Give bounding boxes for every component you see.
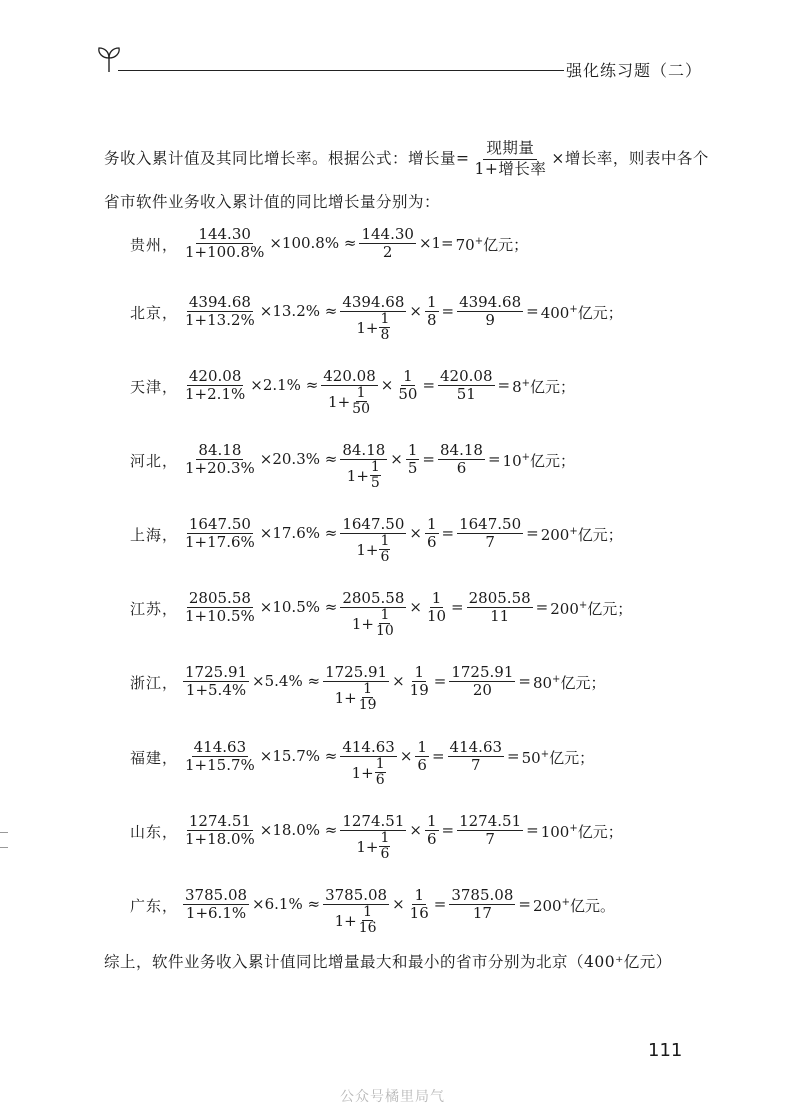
denominator: 20 bbox=[472, 681, 492, 699]
rate-operator: ×15.7% ≈ bbox=[259, 747, 338, 765]
result-value: 50 bbox=[521, 749, 541, 767]
calc-row bbox=[130, 739, 594, 788]
inner-fraction bbox=[370, 460, 381, 491]
inner-fraction bbox=[375, 757, 386, 788]
equals-operator: = bbox=[422, 376, 436, 394]
province-label: 北京， bbox=[130, 304, 179, 322]
fraction bbox=[396, 368, 419, 403]
result bbox=[512, 376, 575, 397]
numerator: 1647.50 bbox=[459, 515, 522, 533]
numerator: 1647.50 bbox=[188, 515, 251, 533]
result-value: 10 bbox=[502, 452, 522, 470]
equals-operator: = bbox=[487, 450, 501, 468]
equals-operator: = bbox=[518, 672, 531, 690]
equals-operator: = bbox=[431, 747, 445, 765]
times-operator: × bbox=[399, 747, 413, 765]
header-rule bbox=[118, 70, 550, 71]
one-plus: 1+ bbox=[351, 764, 374, 782]
one-plus: 1+ bbox=[356, 541, 379, 559]
result bbox=[456, 234, 529, 255]
denominator: 17 bbox=[472, 904, 492, 922]
numerator: 420.08 bbox=[188, 367, 242, 385]
numerator: 144.30 bbox=[198, 225, 251, 243]
equals-operator: = bbox=[441, 302, 455, 320]
unit: 亿元； bbox=[483, 236, 529, 254]
times-operator: × bbox=[392, 895, 405, 913]
denominator bbox=[350, 757, 388, 788]
numerator: 1 bbox=[380, 830, 390, 846]
formula-numerator: 现期量 bbox=[483, 140, 537, 160]
fraction bbox=[340, 739, 397, 788]
times-operator: × bbox=[409, 302, 422, 320]
province-label: 广东， bbox=[130, 897, 179, 915]
header-rule-end bbox=[550, 70, 564, 71]
unit: 亿元； bbox=[560, 674, 606, 692]
result bbox=[541, 524, 623, 545]
fraction bbox=[183, 739, 257, 774]
fraction bbox=[449, 664, 515, 699]
inner-fraction bbox=[358, 682, 378, 713]
result-value: 400 bbox=[540, 304, 570, 322]
province-label: 江苏， bbox=[130, 600, 179, 618]
numerator: 414.63 bbox=[193, 738, 247, 756]
fraction bbox=[438, 442, 485, 477]
numerator: 1725.91 bbox=[451, 663, 514, 681]
numerator: 2805.58 bbox=[188, 589, 251, 607]
fraction bbox=[340, 516, 406, 565]
equals-operator: = bbox=[526, 524, 539, 542]
denominator bbox=[345, 460, 383, 491]
margin-mark bbox=[0, 847, 8, 848]
denominator: 7 bbox=[471, 756, 481, 774]
numerator: 4394.68 bbox=[342, 293, 405, 311]
plus-sup: + bbox=[521, 378, 531, 389]
province-label: 上海， bbox=[130, 526, 179, 544]
rate-operator: ×100.8% ≈ bbox=[269, 234, 357, 252]
fraction bbox=[408, 887, 431, 922]
fraction bbox=[359, 226, 416, 261]
numerator: 1 bbox=[426, 293, 437, 311]
one-plus: 1+ bbox=[328, 393, 351, 411]
numerator: 1647.50 bbox=[342, 515, 405, 533]
unit: 亿元； bbox=[549, 749, 595, 767]
equals-operator: = bbox=[433, 895, 447, 913]
result-value: 100 bbox=[540, 823, 570, 841]
result bbox=[533, 672, 606, 693]
denominator: 2 bbox=[382, 243, 393, 261]
denominator: 6 bbox=[380, 846, 390, 862]
fraction bbox=[415, 739, 429, 774]
equals-operator: = bbox=[451, 598, 464, 616]
plus-sup: + bbox=[569, 526, 578, 537]
denominator: 50 bbox=[352, 401, 370, 417]
numerator: 1 bbox=[414, 663, 424, 681]
province-label: 浙江， bbox=[130, 674, 179, 692]
fraction bbox=[408, 664, 431, 699]
margin-mark bbox=[0, 832, 8, 833]
numerator: 84.18 bbox=[440, 441, 483, 459]
rate-operator: ×17.6% ≈ bbox=[259, 524, 338, 542]
denominator: 10 bbox=[376, 623, 394, 639]
fraction bbox=[406, 442, 420, 477]
numerator: 1 bbox=[426, 812, 437, 830]
numerator: 144.30 bbox=[361, 225, 414, 243]
numerator: 2805.58 bbox=[468, 589, 531, 607]
numerator: 1 bbox=[403, 367, 413, 385]
denominator: 7 bbox=[485, 533, 495, 551]
numerator: 1 bbox=[380, 607, 390, 623]
one-plus: 1+ bbox=[356, 319, 379, 337]
calc-row bbox=[130, 887, 615, 936]
denominator: 6 bbox=[375, 772, 385, 788]
denominator: 1+100.8% bbox=[185, 243, 265, 261]
fraction bbox=[457, 516, 523, 551]
inner-fraction bbox=[375, 608, 395, 639]
times-operator: × bbox=[380, 376, 394, 394]
calc-row bbox=[130, 516, 623, 565]
denominator: 7 bbox=[485, 830, 495, 848]
numerator: 1274.51 bbox=[188, 812, 251, 830]
plus-sup: + bbox=[569, 823, 578, 834]
denominator: 51 bbox=[456, 385, 476, 403]
plus-sup: + bbox=[561, 897, 570, 908]
inner-fraction bbox=[351, 386, 371, 417]
denominator: 1+18.0% bbox=[185, 830, 255, 848]
rate-operator: ×6.1% ≈ bbox=[252, 895, 321, 913]
fraction bbox=[449, 887, 515, 922]
fraction bbox=[183, 368, 247, 403]
intro-line-1 bbox=[104, 140, 709, 179]
numerator: 1 bbox=[375, 756, 385, 772]
rate-operator: ×20.3% ≈ bbox=[259, 450, 338, 468]
chapter-title: 强化练习题（二） bbox=[566, 61, 703, 80]
province-label: 山东， bbox=[130, 823, 179, 841]
calc-row bbox=[130, 813, 623, 862]
denominator: 1+17.6% bbox=[185, 533, 255, 551]
fraction bbox=[183, 813, 257, 848]
denominator bbox=[354, 831, 392, 862]
numerator: 1 bbox=[380, 533, 390, 549]
equals-operator: = bbox=[497, 376, 511, 394]
fraction bbox=[340, 813, 406, 862]
growth-formula bbox=[472, 140, 550, 179]
calc-row bbox=[130, 442, 575, 491]
equals-operator: = bbox=[507, 747, 520, 765]
fraction bbox=[340, 442, 387, 491]
numerator: 3785.08 bbox=[325, 886, 388, 904]
numerator: 1 bbox=[370, 459, 380, 475]
intro-text-before: 务收入累计值及其同比增长率。根据公式：增长量= bbox=[104, 149, 470, 168]
numerator: 1 bbox=[363, 904, 373, 920]
inner-fraction bbox=[358, 905, 378, 936]
fraction bbox=[467, 590, 533, 625]
denominator: 8 bbox=[426, 311, 437, 329]
intro-text-after: ×增长率，则表中各个 bbox=[551, 149, 709, 168]
fraction bbox=[183, 294, 257, 329]
result bbox=[550, 598, 632, 619]
unit: 亿元； bbox=[530, 452, 576, 470]
calc-row bbox=[130, 294, 623, 343]
times-operator: × bbox=[409, 821, 422, 839]
plus-sup: + bbox=[552, 674, 561, 685]
numerator: 2805.58 bbox=[342, 589, 405, 607]
numerator: 1 bbox=[407, 441, 418, 459]
one-plus: 1+ bbox=[346, 467, 369, 485]
calc-row bbox=[130, 664, 605, 713]
denominator bbox=[354, 534, 392, 565]
denominator: 19 bbox=[409, 681, 429, 699]
numerator: 1 bbox=[414, 886, 424, 904]
numerator: 4394.68 bbox=[459, 293, 522, 311]
fraction bbox=[183, 590, 257, 625]
rate-operator: ×10.5% ≈ bbox=[259, 598, 338, 616]
fraction bbox=[457, 813, 523, 848]
rate-operator: ×18.0% ≈ bbox=[259, 821, 338, 839]
numerator: 3785.08 bbox=[451, 886, 514, 904]
plus-sup: + bbox=[540, 749, 550, 760]
calc-row bbox=[130, 590, 632, 639]
numerator: 1 bbox=[431, 589, 442, 607]
fraction bbox=[321, 368, 378, 417]
fraction bbox=[340, 294, 406, 343]
equals-operator: = bbox=[422, 450, 435, 468]
plus-sup: + bbox=[578, 600, 588, 611]
unit: 亿元； bbox=[577, 304, 623, 322]
numerator: 84.18 bbox=[198, 441, 242, 459]
province-label: 贵州， bbox=[130, 236, 179, 254]
fraction bbox=[183, 664, 249, 699]
denominator: 6 bbox=[426, 533, 437, 551]
times-operator: × bbox=[390, 450, 403, 468]
calc-row bbox=[130, 368, 575, 417]
fraction bbox=[425, 590, 448, 625]
numerator: 84.18 bbox=[342, 441, 386, 459]
denominator: 1+6.1% bbox=[185, 904, 247, 922]
unit: 亿元； bbox=[530, 378, 576, 396]
watermark: 公众号橘里局气 bbox=[340, 1089, 445, 1105]
denominator: 1+5.4% bbox=[185, 681, 247, 699]
fraction bbox=[340, 590, 406, 639]
result-value: 70 bbox=[455, 236, 475, 254]
fraction bbox=[438, 368, 495, 403]
denominator: 16 bbox=[358, 920, 377, 936]
numerator: 1725.91 bbox=[185, 663, 248, 681]
rate-operator: ×2.1% ≈ bbox=[250, 376, 319, 394]
denominator: 1+2.1% bbox=[185, 385, 246, 403]
numerator: 1725.91 bbox=[325, 663, 388, 681]
denominator bbox=[354, 312, 392, 343]
result-value: 200 bbox=[550, 600, 579, 618]
unit: 亿元。 bbox=[569, 897, 615, 915]
plus-sup: + bbox=[474, 236, 484, 247]
formula-denominator: 1+增长率 bbox=[474, 159, 547, 178]
fraction bbox=[183, 516, 257, 551]
denominator: 6 bbox=[380, 549, 390, 565]
result bbox=[503, 450, 576, 471]
fraction bbox=[323, 664, 389, 713]
denominator: 11 bbox=[490, 607, 510, 625]
denominator bbox=[333, 905, 380, 936]
numerator: 1274.51 bbox=[459, 812, 522, 830]
denominator: 10 bbox=[426, 607, 447, 625]
denominator: 1+20.3% bbox=[185, 459, 255, 477]
unit: 亿元； bbox=[587, 600, 633, 618]
result-value: 200 bbox=[532, 897, 562, 915]
result-value: 200 bbox=[540, 526, 570, 544]
denominator: 1+10.5% bbox=[185, 607, 255, 625]
denominator: 5 bbox=[407, 459, 418, 477]
province-label: 福建， bbox=[130, 749, 179, 767]
one-plus: 1+ bbox=[334, 912, 357, 930]
conclusion: 综上，软件业务收入累计值同比增量最大和最小的省市分别为北京（400⁺亿元） bbox=[104, 953, 672, 971]
numerator: 1 bbox=[363, 681, 373, 697]
intro-line-2: 省市软件业务收入累计值的同比增长量分别为： bbox=[104, 193, 441, 211]
one-plus: 1+ bbox=[356, 838, 379, 856]
unit: 亿元； bbox=[577, 823, 623, 841]
inner-fraction bbox=[379, 534, 390, 565]
result-value: 80 bbox=[532, 674, 553, 692]
unit: 亿元； bbox=[577, 526, 623, 544]
fraction bbox=[425, 294, 439, 329]
denominator: 19 bbox=[358, 697, 377, 713]
denominator: 16 bbox=[409, 904, 429, 922]
result bbox=[541, 302, 623, 323]
fraction bbox=[457, 294, 523, 329]
denominator: 1+13.2% bbox=[185, 311, 255, 329]
fraction bbox=[448, 739, 505, 774]
denominator bbox=[333, 682, 380, 713]
equals-operator: = bbox=[433, 672, 447, 690]
result bbox=[522, 747, 595, 768]
plus-sup: + bbox=[521, 452, 531, 463]
fraction bbox=[425, 813, 439, 848]
province-label: 天津， bbox=[130, 378, 179, 396]
denominator: 5 bbox=[370, 475, 380, 491]
fraction bbox=[183, 887, 249, 922]
equals-operator: = bbox=[526, 821, 539, 839]
fraction bbox=[323, 887, 389, 936]
numerator: 1 bbox=[380, 311, 390, 327]
operator: ×1= bbox=[418, 234, 454, 252]
denominator: 8 bbox=[380, 327, 390, 343]
denominator: 6 bbox=[426, 830, 437, 848]
rate-operator: ×13.2% ≈ bbox=[259, 302, 338, 320]
times-operator: × bbox=[409, 598, 422, 616]
one-plus: 1+ bbox=[334, 689, 357, 707]
denominator bbox=[350, 608, 397, 639]
numerator: 4394.68 bbox=[188, 293, 251, 311]
numerator: 3785.08 bbox=[185, 886, 248, 904]
equals-operator: = bbox=[526, 302, 539, 320]
inner-fraction bbox=[379, 312, 390, 343]
fraction bbox=[425, 516, 439, 551]
denominator: 50 bbox=[398, 385, 418, 403]
fraction bbox=[183, 442, 257, 477]
inner-fraction bbox=[379, 831, 390, 862]
numerator: 1 bbox=[417, 738, 427, 756]
result-value: 8 bbox=[512, 378, 522, 396]
page-number: 111 bbox=[648, 1040, 683, 1061]
equals-operator: = bbox=[518, 895, 531, 913]
equals-operator: = bbox=[441, 821, 455, 839]
denominator: 1+15.7% bbox=[185, 756, 255, 774]
fraction bbox=[183, 226, 266, 261]
province-label: 河北， bbox=[130, 452, 179, 470]
equals-operator: = bbox=[535, 598, 549, 616]
times-operator: × bbox=[409, 524, 422, 542]
denominator: 9 bbox=[485, 311, 495, 329]
numerator: 1 bbox=[356, 385, 366, 401]
numerator: 1 bbox=[426, 515, 437, 533]
numerator: 420.08 bbox=[440, 367, 493, 385]
numerator: 420.08 bbox=[323, 367, 376, 385]
denominator: 6 bbox=[417, 756, 427, 774]
denominator: 6 bbox=[456, 459, 467, 477]
denominator bbox=[326, 386, 373, 417]
plus-sup: + bbox=[569, 304, 578, 315]
calc-row bbox=[130, 226, 528, 261]
result bbox=[541, 821, 623, 842]
result bbox=[533, 895, 615, 916]
numerator: 414.63 bbox=[342, 738, 395, 756]
rate-operator: ×5.4% ≈ bbox=[252, 672, 321, 690]
numerator: 1274.51 bbox=[342, 812, 405, 830]
numerator: 414.63 bbox=[449, 738, 503, 756]
times-operator: × bbox=[392, 672, 405, 690]
equals-operator: = bbox=[441, 524, 455, 542]
one-plus: 1+ bbox=[351, 615, 374, 633]
